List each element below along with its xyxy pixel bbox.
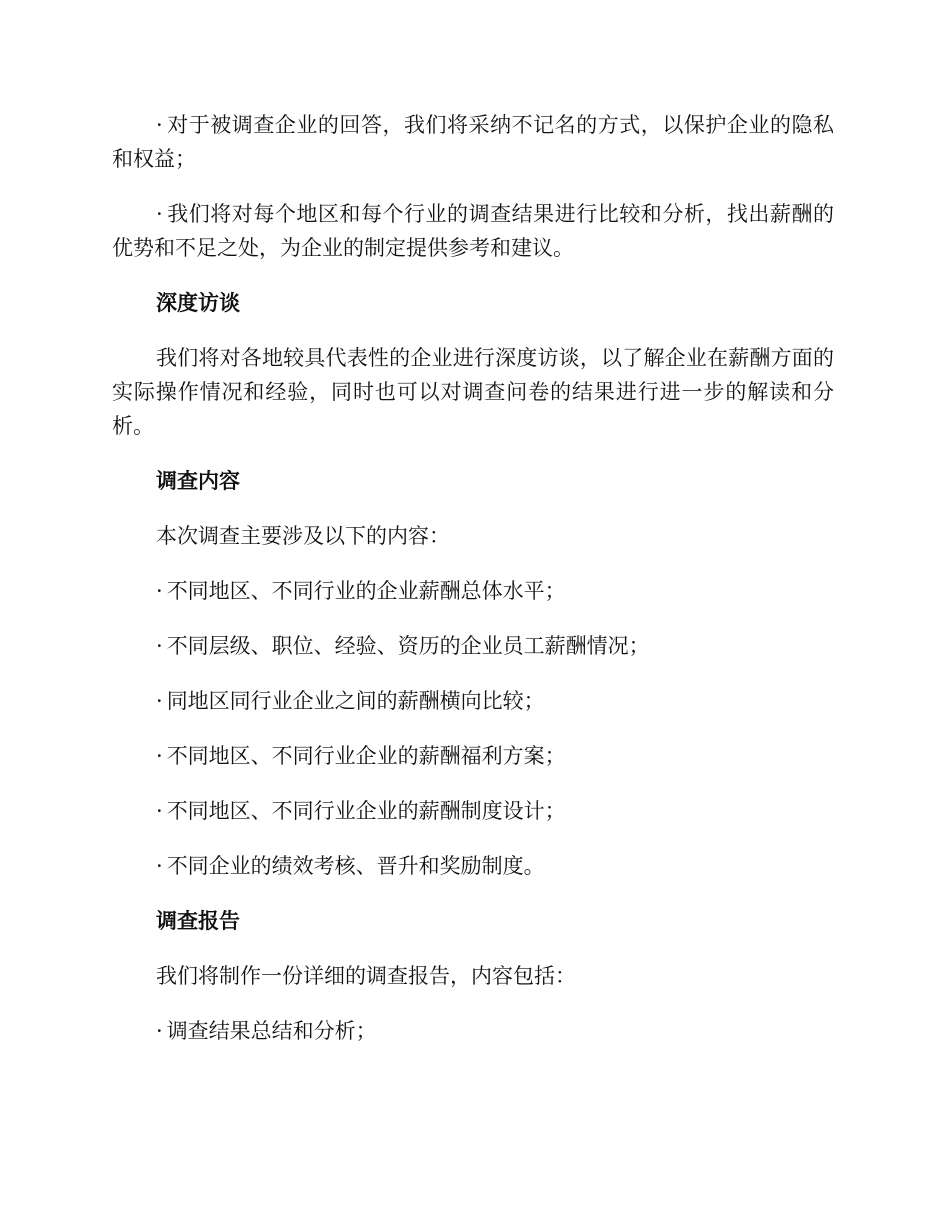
bullet-dot: ·: [156, 113, 163, 137]
bullet-dot: ·: [156, 1019, 163, 1043]
bullet-text: 不同企业的绩效考核、晋升和奖励制度。: [166, 854, 545, 878]
bullet-benefits: [112, 739, 834, 773]
bullet-system-design: [112, 794, 834, 828]
bullet-text: 我们将对每个地区和每个行业的调查结果进行比较和分析，找出薪酬的优势和不足之处，为企业的制定提供参考和建议。: [112, 202, 834, 260]
bullet-dot: ·: [156, 854, 163, 878]
bullet-text: 不同地区、不同行业企业的薪酬福利方案；: [166, 744, 566, 768]
section-heading-report: 调查报告: [156, 909, 240, 933]
bullet-text: 不同地区、不同行业的企业薪酬总体水平；: [166, 579, 566, 603]
section-heading-content: 调查内容: [156, 469, 240, 493]
bullet-text: 同地区同行业企业之间的薪酬横向比较；: [166, 689, 545, 713]
bullet-text: 调查结果总结和分析；: [166, 1019, 377, 1043]
section-heading-interview: 深度访谈: [156, 291, 240, 315]
bullet-overall-level: [112, 574, 834, 608]
bullet-dot: ·: [156, 744, 163, 768]
bullet-dot: ·: [156, 689, 163, 713]
paragraph-content-intro: 本次调查主要涉及以下的内容：: [156, 524, 450, 548]
bullet-text: 对于被调查企业的回答，我们将采纳不记名的方式，以保护企业的隐私和权益；: [112, 113, 834, 171]
paragraph-report-intro: 我们将制作一份详细的调查报告，内容包括：: [156, 964, 576, 988]
bullet-dot: ·: [156, 579, 163, 603]
bullet-horizontal-compare: [112, 684, 834, 718]
bullet-summary: [112, 1014, 834, 1048]
bullet-dot: ·: [156, 799, 163, 823]
bullet-text: 不同层级、职位、经验、资历的企业员工薪酬情况；: [166, 634, 650, 658]
bullet-dot: ·: [156, 202, 163, 226]
bullet-performance: [112, 849, 834, 883]
paragraph-interview: 我们将对各地较具代表性的企业进行深度访谈，以了解企业在薪酬方面的实际操作情况和经验，同时也可以对调查问卷的结果进行进一步的解读和分析。: [112, 346, 834, 438]
bullet-text: 不同地区、不同行业企业的薪酬制度设计；: [166, 799, 566, 823]
document-body: [112, 108, 834, 1069]
bullet-comparison: [112, 197, 834, 265]
bullet-employee-pay: [112, 629, 834, 663]
bullet-dot: ·: [156, 634, 163, 658]
bullet-anonymity: [112, 108, 834, 176]
